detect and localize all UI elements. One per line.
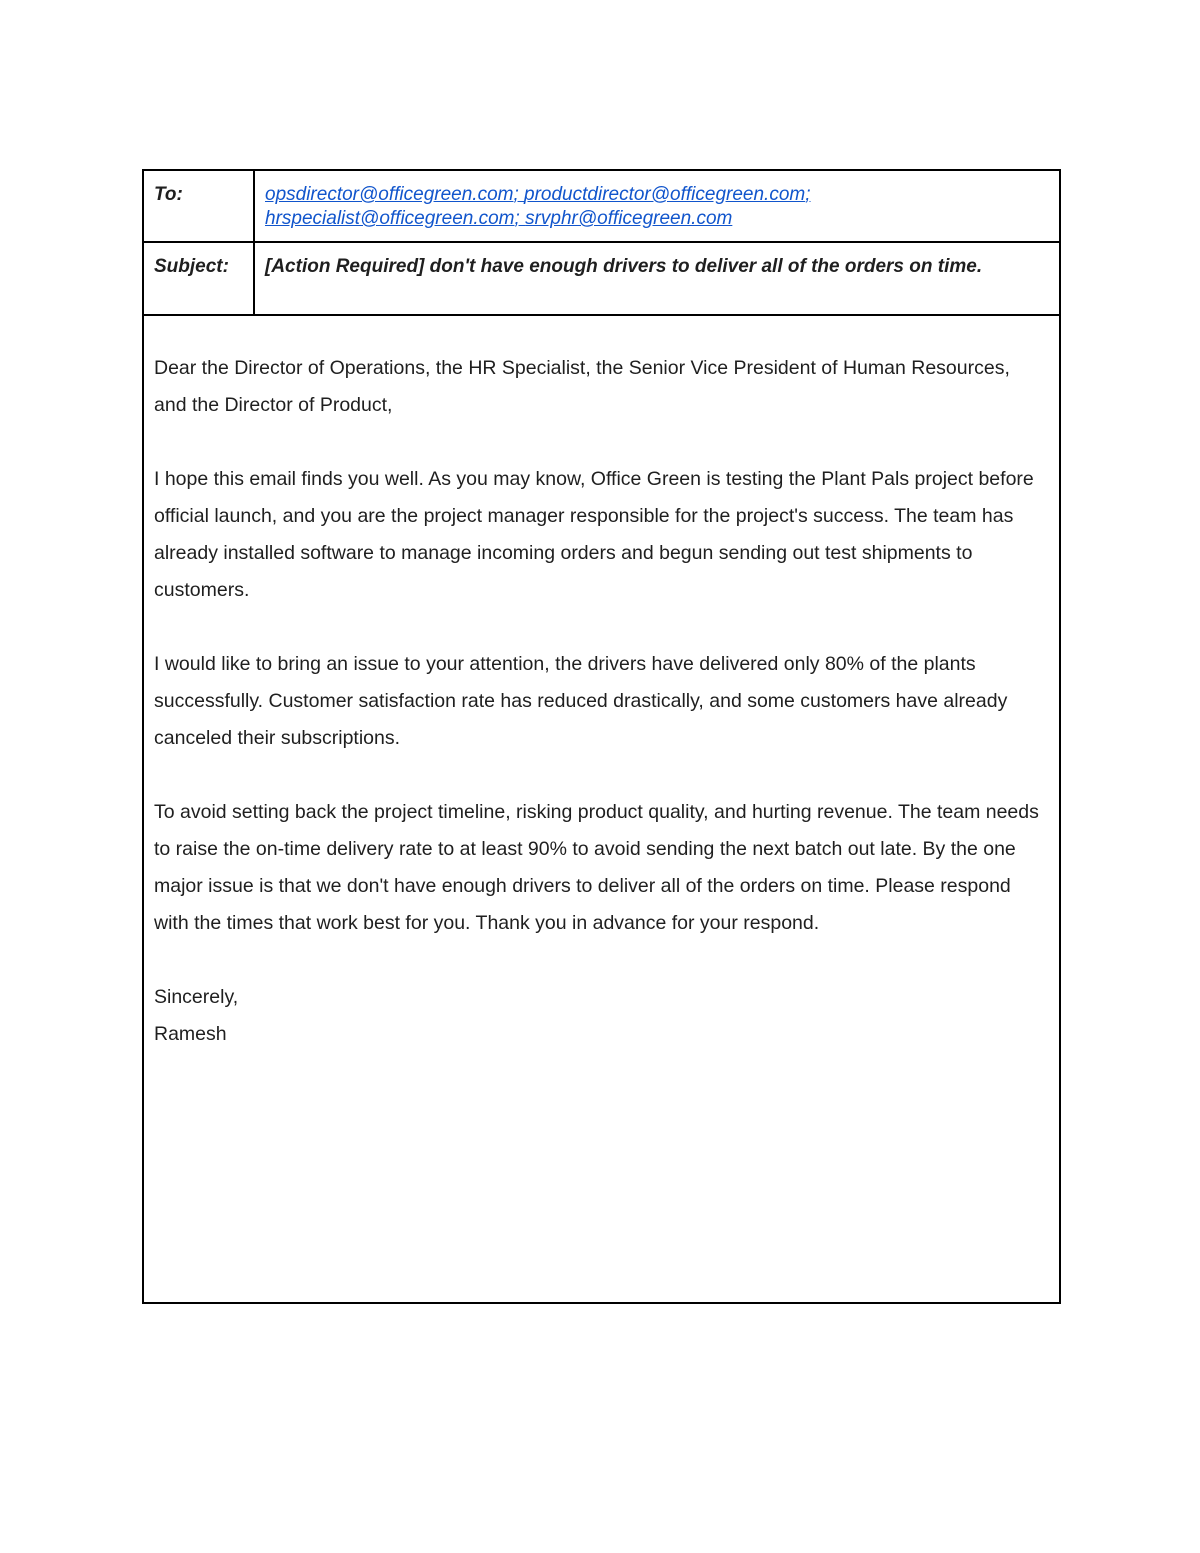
subject-row <box>144 243 1059 316</box>
body-paragraph: I hope this email finds you well. As you may know, Office Green is testing the Plant Pals project before official launch, and you are the project manager responsible for the project's success. The team has already installed software to manage incoming orders and begun sending out test shipments to customers. <box>154 468 1034 601</box>
body-paragraph: To avoid setting back the project timeline, risking product quality, and hurting revenue. The team needs to raise the on-time delivery rate to at least 90% to avoid sending the next batch out late. By the one major issue is that we don't have enough drivers to deliver all of the orders on time. Please respond with the times that work best for you. Thank you in advance for your respond. <box>154 801 1039 934</box>
recipient-link[interactable]: hrspecialist@officegreen.com <box>265 208 515 229</box>
body-paragraph: I would like to bring an issue to your attention, the drivers have delivered only 80% of the plants successfully. Customer satisfaction rate has reduced drastically, and some customers have already canceled their subscriptions. <box>154 653 1008 749</box>
email-draft <box>142 169 1061 1304</box>
closing: Sincerely, <box>154 986 239 1008</box>
email-body[interactable] <box>144 316 1059 1053</box>
recipient-link[interactable]: productdirector@officegreen.com <box>524 184 806 205</box>
recipient-separator: ; <box>513 184 525 205</box>
recipient-link[interactable]: srvphr@officegreen.com <box>525 208 733 229</box>
to-row <box>144 171 1059 243</box>
greeting: Dear the Director of Operations, the HR Specialist, the Senior Vice President of Human Resources, and the Director of Product, <box>154 357 1010 416</box>
recipient-link[interactable]: opsdirector@officegreen.com <box>265 184 514 205</box>
recipient-separator: ; <box>805 184 811 205</box>
recipient-separator: ; <box>514 208 526 229</box>
signature: Ramesh <box>154 1023 227 1045</box>
subject-field[interactable]: [Action Required] don't have enough drivers to deliver all of the orders on time. <box>265 256 983 277</box>
to-label: To: <box>144 171 255 241</box>
subject-label: Subject: <box>144 243 255 314</box>
recipients-field[interactable] <box>255 171 1059 241</box>
